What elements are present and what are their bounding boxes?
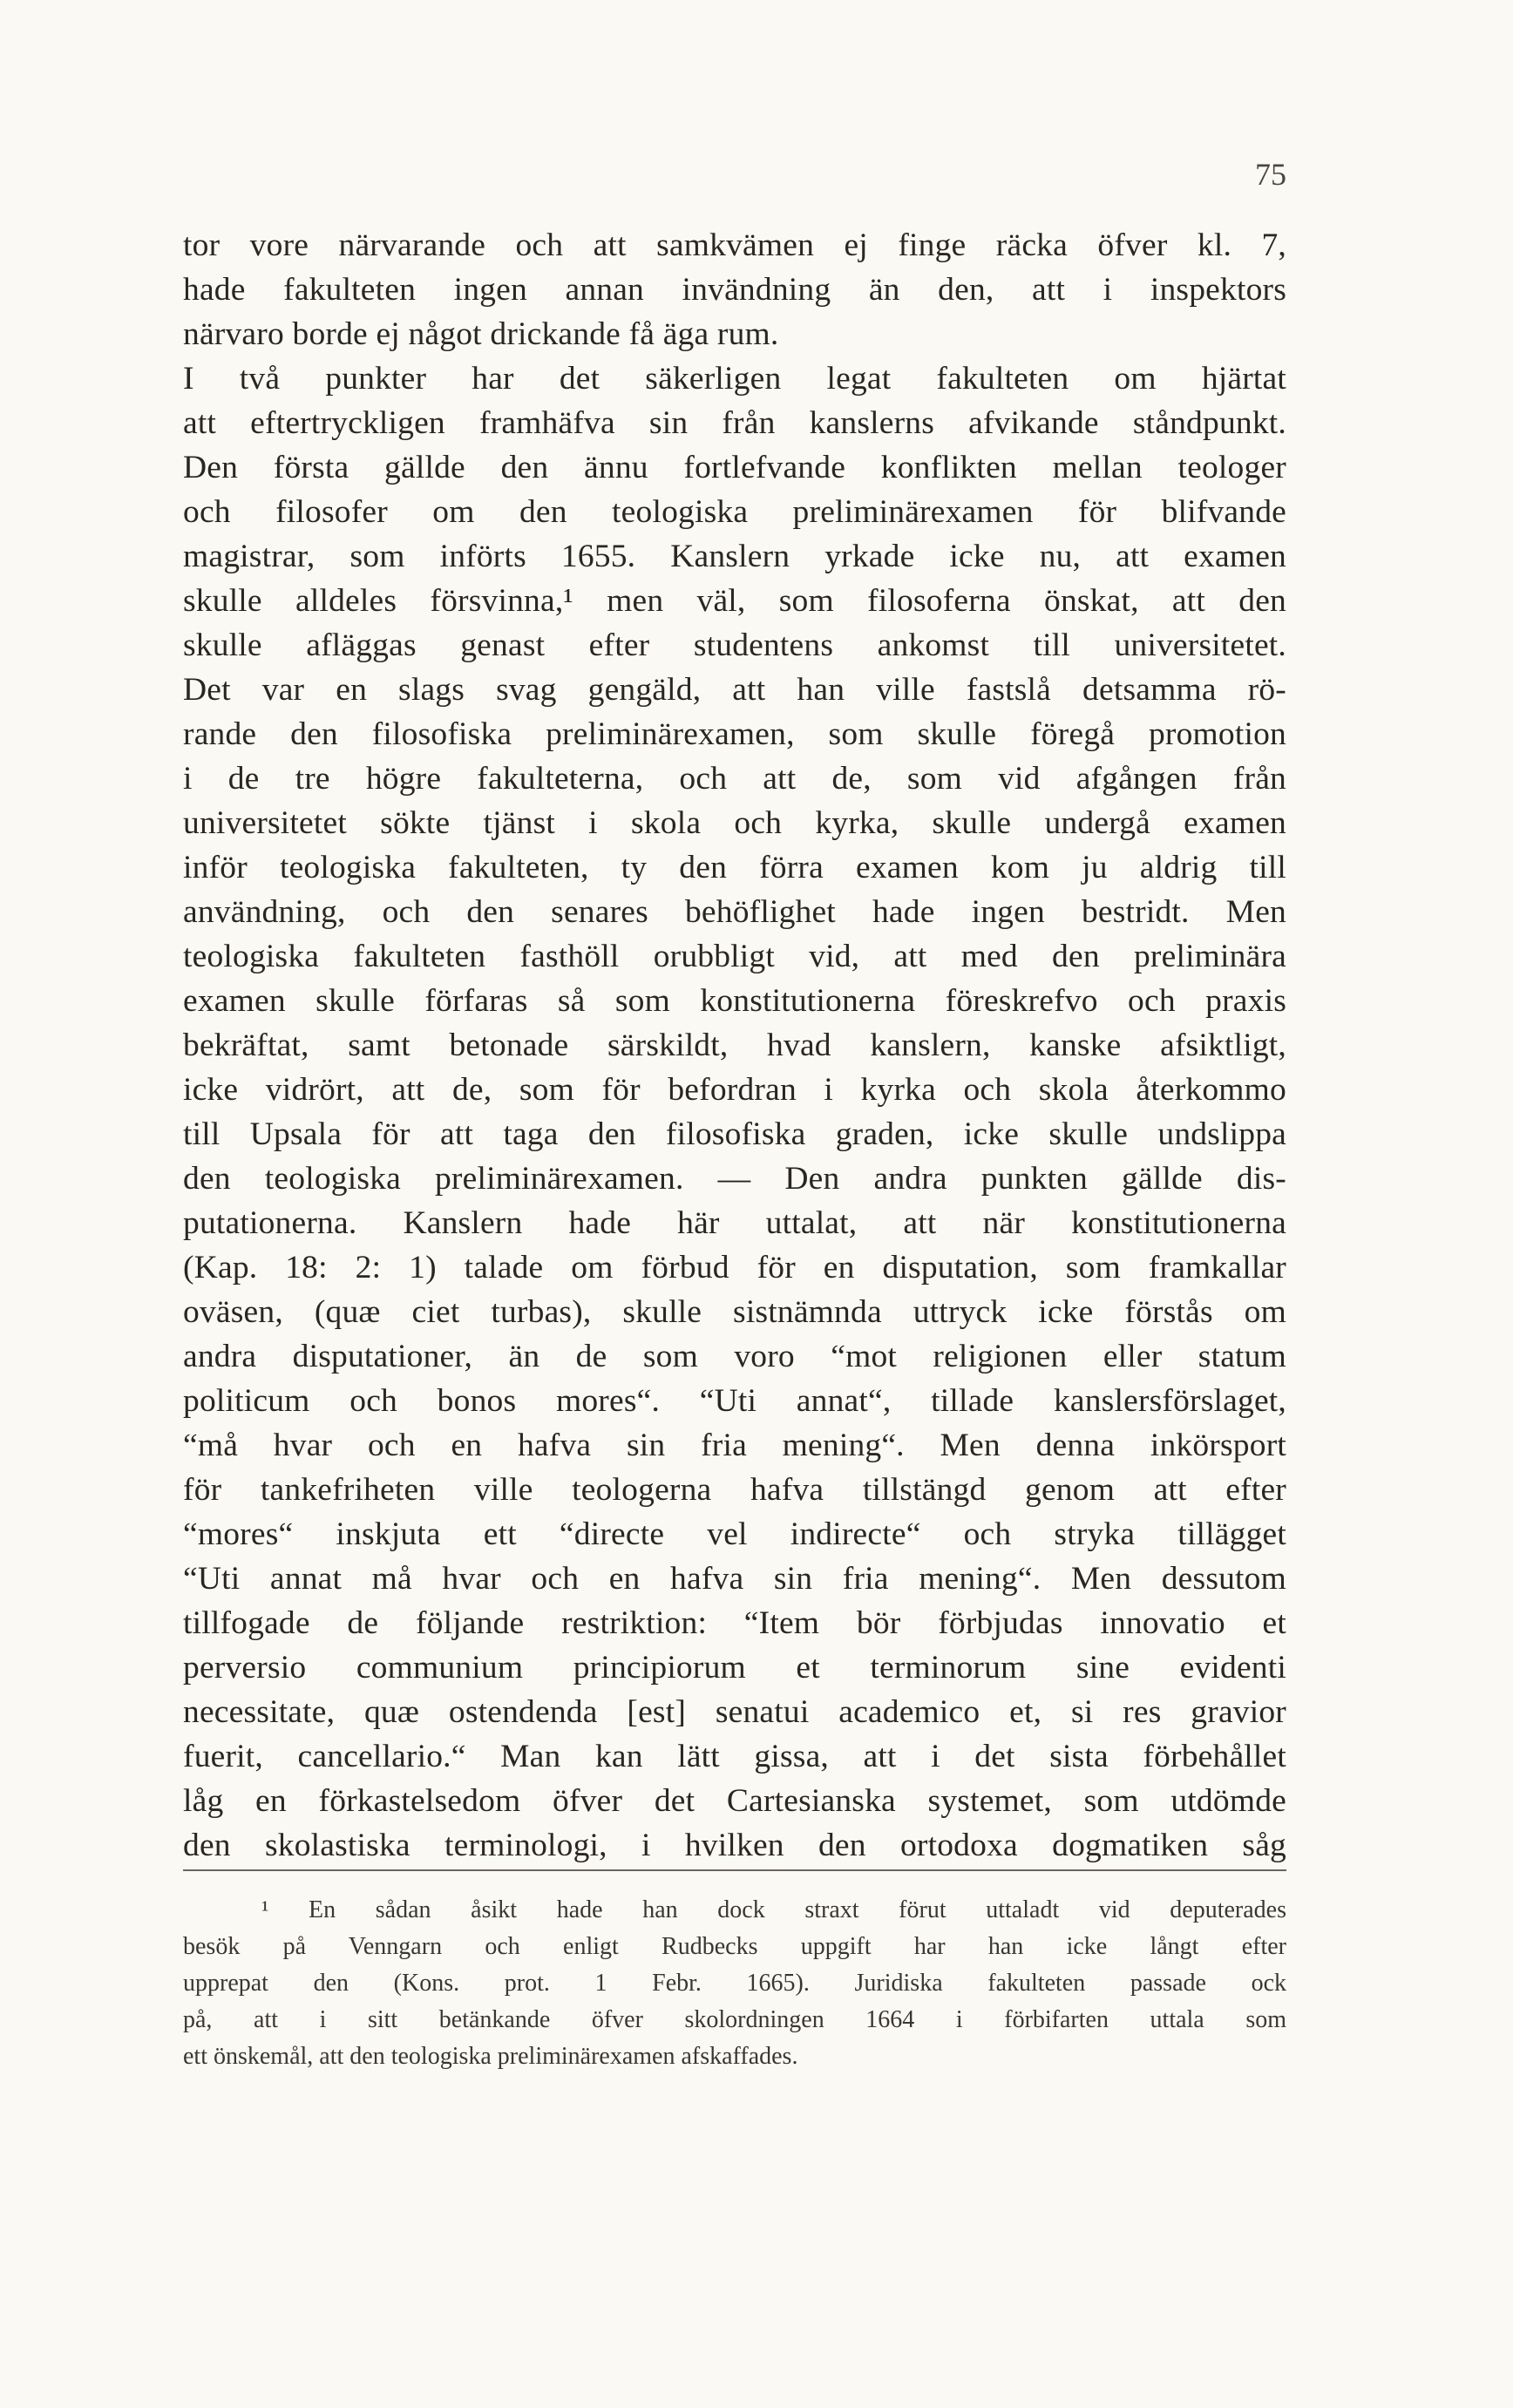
text-line: “må hvar och en hafva sin fria mening“. Men denna inkörsport xyxy=(183,1428,1286,1463)
text-line: närvaro borde ej något drickande få äga rum. xyxy=(183,316,779,352)
text-line: examen skulle förfaras så som konstitutionerna föreskrefvo och praxis xyxy=(183,983,1286,1019)
text-line: tillfogade de följande restriktion: “Item bör förbjudas innovatio et xyxy=(183,1605,1286,1641)
text-line: inför teologiska fakulteten, ty den förra examen kom ju aldrig till xyxy=(183,850,1286,885)
text-line: rande den filosofiska preliminärexamen, som skulle föregå promotion xyxy=(183,716,1286,752)
text-line: den teologiska preliminärexamen. — Den andra punkten gällde dis- xyxy=(183,1161,1286,1197)
text-line: i de tre högre fakulteterna, och att de, som vid afgången från xyxy=(183,761,1286,797)
footnote-line: upprepat den (Kons. prot. 1 Febr. 1665). Juridiska fakulteten passade ock xyxy=(183,1970,1286,1997)
text-line: för tankefriheten ville teologerna hafva tillstängd genom att efter xyxy=(183,1472,1286,1508)
text-line: fuerit, cancellario.“ Man kan lätt gissa, att i det sista förbehållet xyxy=(183,1739,1286,1774)
body-text xyxy=(183,223,1286,1868)
page-number: 75 xyxy=(1255,157,1286,192)
text-line: Den första gällde den ännu fortlefvande konflikten mellan teologer xyxy=(183,450,1286,485)
text-line: putationerna. Kanslern hade här uttalat, att när konstitutionerna xyxy=(183,1205,1286,1241)
footnote-line: besök på Venngarn och enligt Rudbecks uppgift har han icke långt efter xyxy=(183,1933,1286,1960)
text-line: necessitate, quæ ostendenda [est] senatui academico et, si res gravior xyxy=(183,1694,1286,1730)
text-line: bekräftat, samt betonade särskildt, hvad kanslern, kanske afsiktligt, xyxy=(183,1028,1286,1063)
text-line: andra disputationer, än de som voro “mot religionen eller statum xyxy=(183,1339,1286,1374)
text-line: tor vore närvarande och att samkvämen ej finge räcka öfver kl. 7, xyxy=(183,227,1286,263)
text-line: att eftertryckligen framhäfva sin från kanslerns afvikande ståndpunkt. xyxy=(183,405,1286,441)
text-line: teologiska fakulteten fasthöll orubbligt vid, att med den preliminära xyxy=(183,939,1286,974)
text-line: (Kap. 18: 2: 1) talade om förbud för en disputation, som framkallar xyxy=(183,1250,1286,1285)
text-line: “mores“ inskjuta ett “directe vel indirecte“ och stryka tillägget xyxy=(183,1516,1286,1552)
footnote-divider xyxy=(183,1869,1286,1871)
text-line: icke vidrört, att de, som för befordran i kyrka och skola återkommo xyxy=(183,1072,1286,1108)
text-line: magistrar, som införts 1655. Kanslern yrkade icke nu, att examen xyxy=(183,539,1286,574)
text-line: användning, och den senares behöflighet hade ingen bestridt. Men xyxy=(183,894,1286,930)
footnote-line: på, att i sitt betänkande öfver skolordningen 1664 i förbifarten uttala som xyxy=(183,2006,1286,2033)
text-line: oväsen, (quæ ciet turbas), skulle sistnämnda uttryck icke förstås om xyxy=(183,1294,1286,1330)
text-line: låg en förkastelsedom öfver det Cartesianska systemet, som utdömde xyxy=(183,1783,1286,1819)
text-line: och filosofer om den teologiska preliminärexamen för blifvande xyxy=(183,494,1286,530)
text-line: till Upsala för att taga den filosofiska graden, icke skulle undslippa xyxy=(183,1116,1286,1152)
text-line: hade fakulteten ingen annan invändning än den, att i inspektors xyxy=(183,272,1286,308)
text-line: Det var en slags svag gengäld, att han ville fastslå detsamma rö- xyxy=(183,672,1286,708)
text-line: “Uti annat må hvar och en hafva sin fria mening“. Men dessutom xyxy=(183,1561,1286,1597)
footnote xyxy=(183,1892,1286,2075)
footnote-line: ett önskemål, att den teologiska preliminärexamen afskaffades. xyxy=(183,2043,798,2070)
text-line: perversio communium principiorum et terminorum sine evidenti xyxy=(183,1650,1286,1686)
footnote-line: ¹ En sådan åsikt hade han dock straxt förut uttaladt vid deputerades xyxy=(261,1896,1286,1923)
text-line: skulle afläggas genast efter studentens ankomst till universitetet. xyxy=(183,627,1286,663)
text-line: den skolastiska terminologi, i hvilken den ortodoxa dogmatiken såg xyxy=(183,1828,1286,1863)
text-line: I två punkter har det säkerligen legat fakulteten om hjärtat xyxy=(183,361,1286,397)
text-line: skulle alldeles försvinna,¹ men väl, som filosoferna önskat, att den xyxy=(183,583,1286,619)
text-line: universitetet sökte tjänst i skola och kyrka, skulle undergå examen xyxy=(183,805,1286,841)
text-line: politicum och bonos mores“. “Uti annat“, tillade kanslersförslaget, xyxy=(183,1383,1286,1419)
